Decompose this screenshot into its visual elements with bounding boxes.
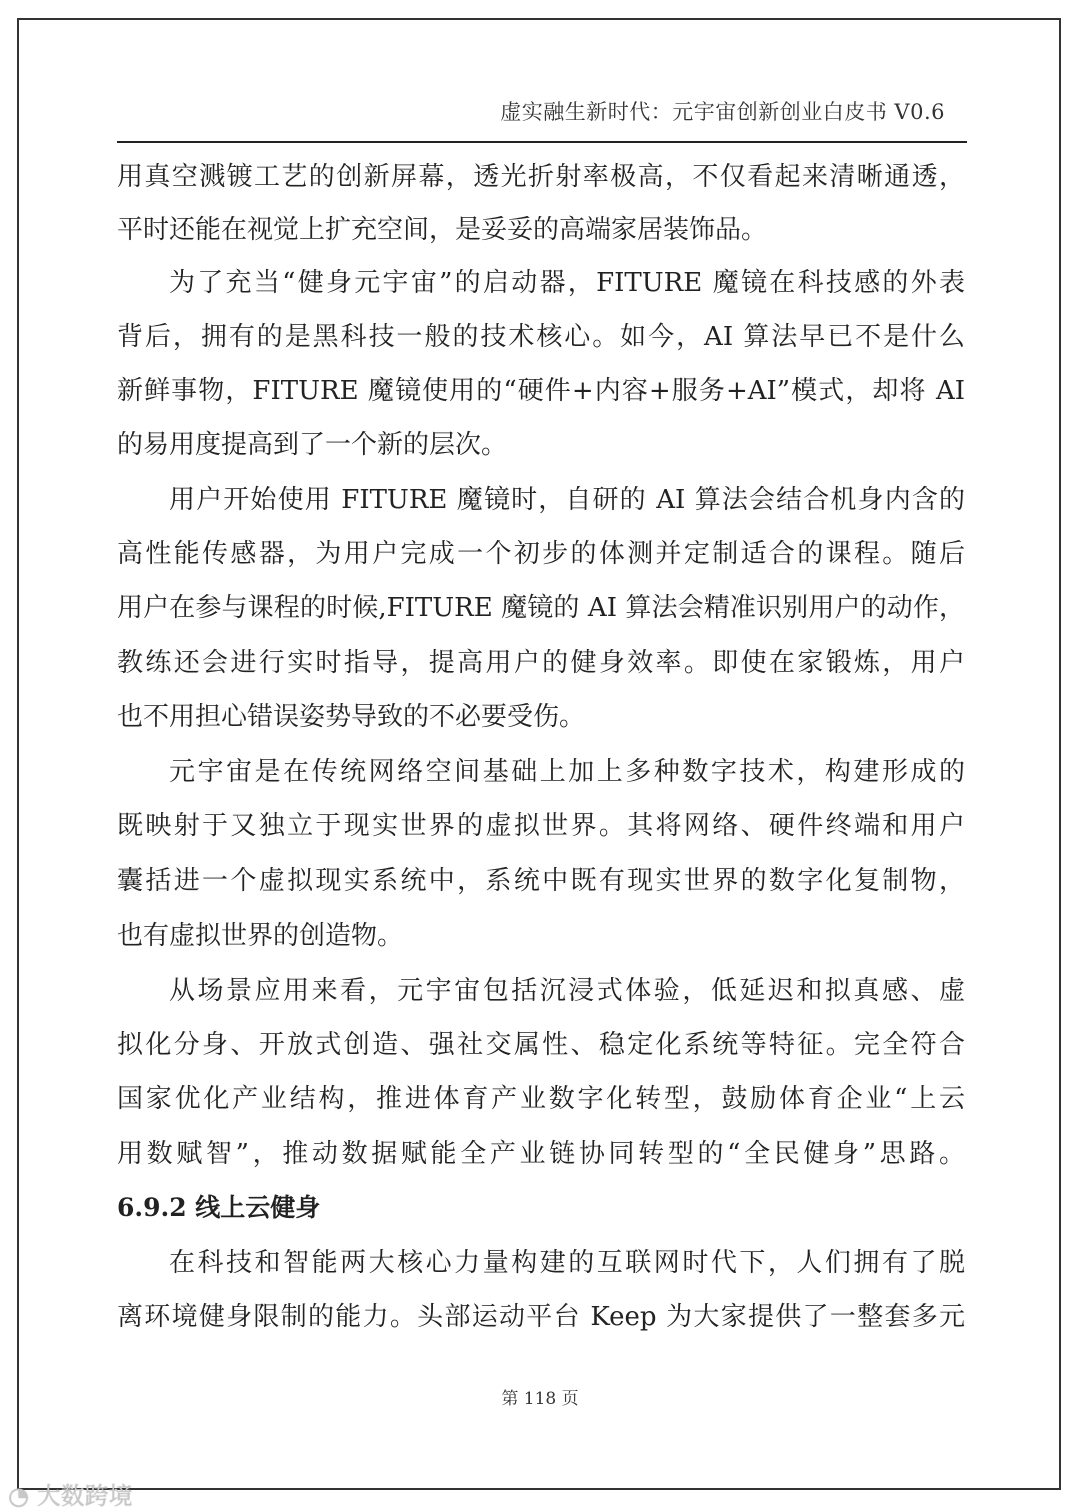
text-line: 元宇宙是在传统网络空间基础上加上多种数字技术，构建形成的 (169, 757, 965, 787)
text-line: 高性能传感器，为用户完成一个初步的体测并定制适合的课程。随后 (117, 539, 965, 569)
text-line: 背后，拥有的是黑科技一般的技术核心。如今，AI 算法早已不是什么 (117, 322, 965, 352)
text-line: 用真空溅镀工艺的创新屏幕，透光折射率极高，不仅看起来清晰通透， (117, 162, 965, 192)
text-line: 国家优化产业结构，推进体育产业数字化转型，鼓励体育企业“上云 (117, 1084, 965, 1114)
page-number: 第 118 页 (501, 1389, 579, 1409)
text-line: 平时还能在视觉上扩充空间，是妥妥的高端家居装饰品。 (117, 215, 768, 245)
section-heading: 6.9.2 线上云健身 (117, 1193, 321, 1222)
text-line: 拟化分身、开放式创造、强社交属性、稳定化系统等特征。完全符合 (117, 1030, 965, 1060)
text-line: 离环境健身限制的能力。头部运动平台 Keep 为大家提供了一整套多元 (117, 1302, 965, 1332)
text-line: 新鲜事物，FITURE 魔镜使用的“硬件+内容+服务+AI”模式，却将 AI (117, 376, 965, 406)
text-line: 用户开始使用 FITURE 魔镜时，自研的 AI 算法会结合机身内含的 (169, 485, 965, 515)
text-line: 的易用度提高到了一个新的层次。 (117, 430, 508, 460)
text-line: 也有虚拟世界的创造物。 (117, 921, 404, 951)
watermark-logo: ◔ 大数跨境 (8, 1482, 133, 1510)
text-line: 为了充当“健身元宇宙”的启动器，FITURE 魔镜在科技感的外表 (169, 268, 965, 298)
text-line: 在科技和智能两大核心力量构建的互联网时代下，人们拥有了脱 (169, 1248, 965, 1278)
header-divider (117, 141, 967, 143)
running-header: 虚实融生新时代：元宇宙创新创业白皮书 V0.6 (500, 100, 945, 124)
text-line: 囊括进一个虚拟现实系统中，系统中既有现实世界的数字化复制物， (117, 866, 965, 896)
text-line: 用数赋智”，推动数据赋能全产业链协同转型的“全民健身”思路。 (117, 1139, 965, 1169)
text-line: 教练还会进行实时指导，提高用户的健身效率。即使在家锻炼，用户 (117, 648, 965, 678)
text-line: 也不用担心错误姿势导致的不必要受伤。 (117, 702, 586, 732)
text-line: 用户在参与课程的时候,FITURE 魔镜的 AI 算法会精准识别用户的动作， (117, 593, 965, 623)
text-line: 从场景应用来看，元宇宙包括沉浸式体验，低延迟和拟真感、虚 (169, 976, 965, 1006)
watermark-text: 大数跨境 (36, 1482, 133, 1510)
text-line: 既映射于又独立于现实世界的虚拟世界。其将网络、硬件终端和用户 (117, 811, 965, 841)
